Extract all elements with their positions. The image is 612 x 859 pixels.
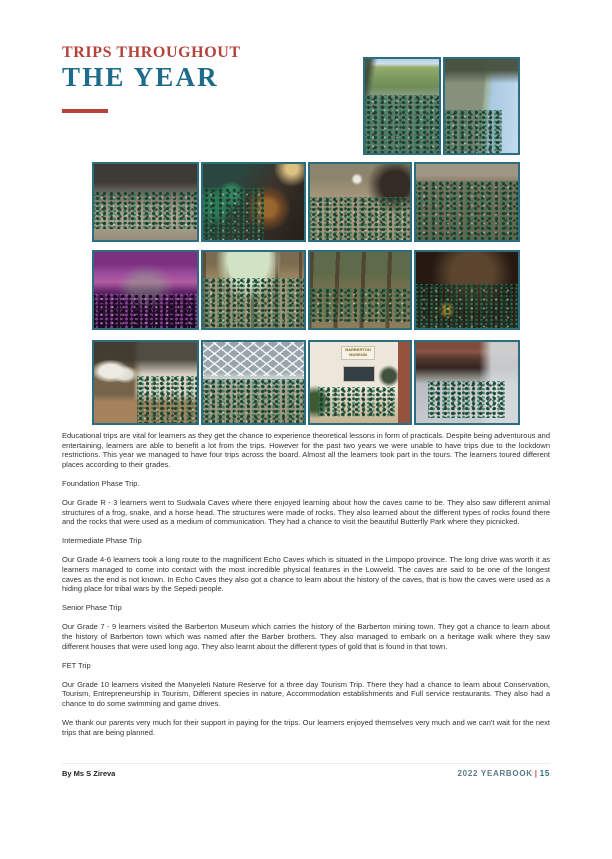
crowd-texture — [94, 191, 197, 229]
sign-line2: MUSEUM — [349, 351, 367, 357]
sign-line1: BARBERTON — [345, 347, 371, 353]
page-title-line1: TRIPS THROUGHOUT — [62, 44, 241, 61]
barberton-museum-sign — [341, 346, 375, 360]
page-title-line2: THE YEAR — [62, 62, 219, 92]
photo-cave-entrance-teacher-group — [308, 162, 412, 242]
photo-dark-cave-crowd — [414, 250, 520, 330]
photo-cave-pot-display — [201, 162, 306, 242]
title-underline-bar — [62, 109, 108, 113]
folio-separator: | — [534, 769, 538, 778]
page-title — [62, 44, 241, 113]
intro-paragraph: Educational trips are vital for learners as they get the chance to experience theoretical lessons in form of practicals. Despite being adventurous and entertaining, learners are able to benefit a lot from the trips. However for the past two years we were unable to have trips due to the lockdown restrictions. This year we managed to have four trips across the board. Almost all the learners took part in the tours. The learners toured different places according to their grades. — [62, 431, 550, 469]
museum-window — [343, 366, 375, 382]
photo-forest-group — [308, 250, 412, 330]
photo-purple-lit-cave — [92, 250, 199, 330]
heading-fet-trip: FET Trip — [62, 660, 91, 670]
photo-mountain-summit-group — [363, 57, 441, 155]
thanks-paragraph: We thank our parents very much for their support in paying for the trips. Our learners enjoyed themselves very much and we can't wait for the next trips that are being planned. — [62, 717, 550, 737]
heading-foundation-phase-trip: Foundation Phase Trip. — [62, 478, 140, 488]
crowd-texture — [428, 381, 506, 418]
crowd-texture — [416, 181, 518, 240]
crowd-texture — [445, 110, 502, 153]
intermediate-phase-paragraph: Our Grade 4-6 learners took a long route to the magnificent Echo Caves which is situated in the Limpopo province. The long drive was worth it as learners managed to come into contact with the most incredible physical features in the Lowveld. The caves are said to be one of the longest caves as the end is not known. In Echo Caves they also got a chance to learn about the history of the caves, that is how the caves were used as a hiding place for tribal wars by the Sepedi people. — [62, 555, 550, 594]
folio — [458, 769, 550, 778]
photo-barberton-museum-group — [308, 340, 412, 425]
crowd-texture — [416, 284, 518, 328]
photo-museum-yard-walk — [92, 340, 199, 425]
photo-cliff-edge-group — [443, 57, 520, 155]
crowd-texture — [310, 288, 410, 321]
article-body — [62, 431, 550, 747]
senior-phase-paragraph: Our Grade 7 - 9 learners visited the Barberton Museum which carries the history of the Barberton mining town. They got a chance to learn about the history of Barberton town which was named after the Barber brothers. They also managed to embark on a heritage walk where they saw different houses that were used long ago. They also learnt about the different types of gold that is found in that town. — [62, 622, 550, 651]
fet-trip-paragraph: Our Grade 10 learners visited the Manyeleti Nature Reserve for a three day Tourism Trip. There they had a chance to learn about Conservation, Tourism, Entrepreneurship in Tourism, Different species in nature, Accommodation establishments and Full service restaurants. They also had a chance to do some swimming and game drives. — [62, 679, 550, 708]
photo-butterfly-park-group — [201, 250, 306, 330]
byline: By Ms S Zireva — [62, 769, 116, 778]
crowd-texture — [365, 95, 439, 153]
yearbook-label: 2022 YEARBOOK — [457, 769, 533, 778]
crowd-texture — [203, 278, 304, 328]
photo-school-steps-group — [414, 340, 520, 425]
crowd-texture — [318, 387, 396, 416]
foundation-phase-paragraph: Our Grade R - 3 learners went to Sudwala Caves where there enjoyed learning about how the caves came to be. They also saw different animal structures of a frog, snake, and a horse head. The structures were made of rocks. They also learned about the different types of rocks found there and the rocks that were used as a medium of communication. They had a chance to visit the beautiful Butterfly Park where they picnicked. — [62, 497, 550, 527]
photo-cave-entrance-crowd — [414, 162, 520, 242]
crowd-texture — [137, 376, 197, 423]
crowd-texture — [310, 197, 410, 240]
photo-dome-queue — [201, 340, 306, 425]
heading-senior-phase-trip: Senior Phase Trip — [62, 603, 122, 613]
page-footer — [62, 763, 550, 778]
photo-cave-interior-group — [92, 162, 199, 242]
crowd-texture — [203, 379, 304, 423]
crowd-texture — [94, 293, 197, 328]
heading-intermediate-phase-trip: Intermediate Phase Trip — [62, 536, 142, 546]
crowd-texture — [203, 188, 264, 240]
page-number: 15 — [539, 769, 550, 778]
